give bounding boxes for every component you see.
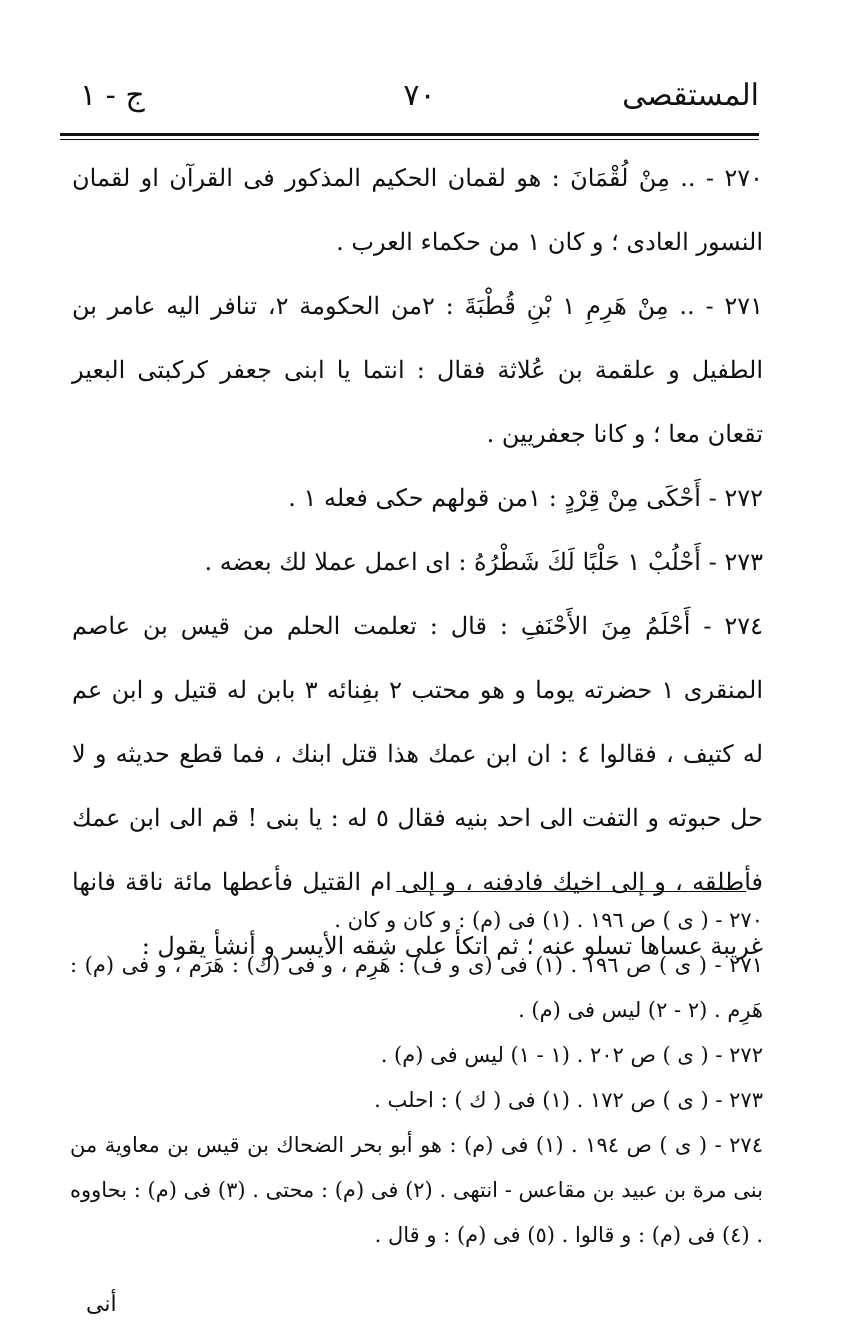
volume-marker: ج - ١ — [80, 78, 145, 113]
main-text — [72, 146, 763, 978]
entry-274: ٢٧٤ - أَحْلَمُ مِنَ الأَحْنَفِ : قال : تعلمت الحلم من قيس بن عاصم المنقرى ١ حضرته يوما و هو محتب ٢ بفِنائه ٣ بابن له قتيل و ابن عم له كتيف ، فقالوا ٤ : ان ابن عمك هذا قتل ابنك ، فما قطع حديثه و لا حل حبوته و التفت الى احد بنيه فقال ٥ له : يا بنى ! قم الى ابن عمك فأطلقه ، و إلى اخيك فادفنه ، و إلى ام القتيل فأعطها مائة ناقة فانها غريبة عساها تسلو عنه ؛ ثم اتكأ على شقه الأيسر و أنشأ يقول : — [72, 612, 764, 960]
book-title: المستقصى — [622, 78, 759, 113]
page-number: ٧٠ — [403, 78, 436, 113]
footnote-271: ٢٧١ - ( ى ) ص ١٩٦ . (١) فى (ى و ف) : هَرِم ، و فى (ك) : هَرَم ، و فى (م) : هَرِم . (٢ - ٢) ليس فى (م) . — [70, 953, 763, 1022]
footnote-separator — [396, 891, 746, 892]
footnote-272: ٢٧٢ - ( ى ) ص ٢٠٢ . (١ - ١) ليس فى (م) . — [380, 1043, 763, 1067]
footnote-273: ٢٧٣ - ( ى ) ص ١٧٢ . (١) فى ( ك ) : احلب . — [374, 1088, 763, 1112]
entry-272: ٢٧٢ - أَحْكَى مِنْ قِرْدٍ : ١من قولهم حكى فعله ١ . — [288, 484, 763, 512]
footnotes — [70, 898, 763, 1258]
catchword: أنى — [86, 1292, 117, 1317]
footnote-270: ٢٧٠ - ( ى ) ص ١٩٦ . (١) فى (م) : و كان و كان . — [334, 908, 763, 932]
entry-271: ٢٧١ - .. مِنْ هَرِمِ ١ بْنِ قُطْبَةَ : ٢من الحكومة ٢، تنافر اليه عامر بن الطفيل و علقمة بن عُلاثة فقال : انتما يا ابنى جعفر كركبتى البعير تقعان معا ؛ و كانا جعفريين . — [72, 292, 764, 448]
header-rule-thick — [60, 133, 759, 136]
header-rule-thin — [60, 139, 759, 140]
entry-270: ٢٧٠ - .. مِنْ لُقْمَانَ : هو لقمان الحكيم المذكور فى القرآن او لقمان النسور العادى ؛ و كان ١ من حكماء العرب . — [72, 164, 763, 256]
entry-273: ٢٧٣ - أَحْلُبْ ١ حَلْبًا لَكَ شَطْرُهُ : اى اعمل عملا لك بعضه . — [204, 548, 763, 576]
running-header — [80, 78, 759, 124]
footnote-274: ٢٧٤ - ( ى ) ص ١٩٤ . (١) فى (م) : هو أبو بحر الضحاك بن قيس بن معاوية من بنى مرة بن عبيد بن مقاعس - انتهى . (٢) فى (م) : محتى . (٣) فى (م) : بحاووه . (٤) فى (م) : و قالوا . (٥) فى (م) : و قال . — [70, 1133, 763, 1247]
